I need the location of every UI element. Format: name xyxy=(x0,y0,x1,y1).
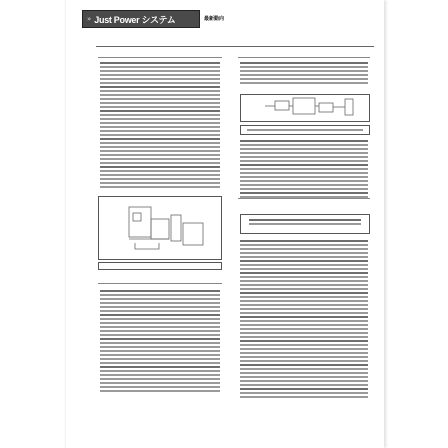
section-head-rule-left xyxy=(98,57,222,58)
header-title: Just Power システム xyxy=(94,14,176,25)
right-text-block-1 xyxy=(240,62,368,86)
figure-caption-box-2 xyxy=(98,262,222,270)
right-text-block-3 xyxy=(240,240,368,272)
header-tab xyxy=(82,10,200,28)
left-text-block-2 xyxy=(100,290,220,394)
left-text-block-1 xyxy=(100,62,220,190)
figure-box-3 xyxy=(240,214,370,234)
figure-2-machine xyxy=(99,197,221,259)
header-badge: 最新動向 xyxy=(204,16,225,22)
right-text-block-2 xyxy=(240,140,368,200)
figure-box-1 xyxy=(240,94,370,122)
lower-rule-left xyxy=(98,283,222,284)
figure-caption-box-1 xyxy=(240,125,370,135)
bullet-icon: » xyxy=(87,15,92,23)
section-head-rule-mid xyxy=(238,198,370,199)
figure-1-diagram xyxy=(241,95,369,121)
top-rule xyxy=(96,46,374,47)
section-head-rule-right xyxy=(238,57,370,58)
figure-box-2 xyxy=(98,196,222,260)
right-text-block-4 xyxy=(240,272,368,400)
